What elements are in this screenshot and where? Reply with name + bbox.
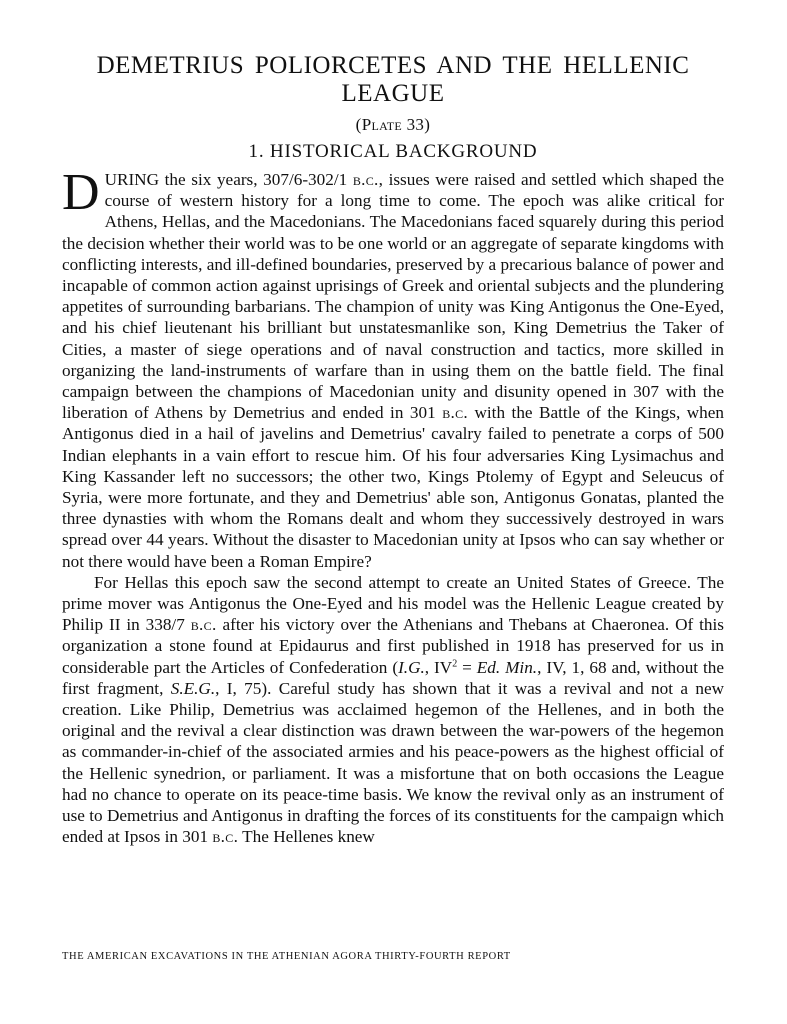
article-title: [62, 52, 724, 108]
title-line-1: DEMETRIUS POLIORCETES AND THE HELLENIC: [96, 52, 690, 79]
plate-reference: [62, 115, 724, 135]
text-span: The Hellenes knew: [238, 827, 375, 847]
article-page: [62, 52, 724, 848]
paragraph-1: [62, 164, 724, 572]
paragraph-2: [62, 572, 724, 848]
era-abbreviation: b.c.: [352, 170, 379, 189]
text-span: , issues were raised and settled which shaped the course of western history for a long time to come. The epoch was alike critical for Athens, Hellas, and the Macedonians. The Macedonians faced squarely during this period the decision whether their world was to be one world or an aggregate of separate kingdoms with conflicting interests, and ill-defined boundaries, preserved by a precarious balance of power and incapable of common action against uprisings of Greek and oriental subjects and the plundering appetites of surrounding barbarians. The champion of unity was King Antigonus the One-Eyed, and his chief lieutenant his brilliant but unstatesmanlike son, King Demetrius the Taker of Cities, a master of siege operations and of naval construction and tactics, more skilled in organizing the land-instruments of warfare than in using them on the battle field. The final campaign between the champions of Macedonian unity and disunity opened in 307 with the liberation of Athens by Demetrius and ended in 301: [62, 170, 724, 423]
text-span: , IV, 1, 68 and, without the first fragment,: [62, 657, 725, 698]
title-line-2: LEAGUE: [341, 80, 445, 107]
text-span: =: [457, 657, 477, 677]
text-span: , I, 75). Careful study has shown that it was a revival and not a new creation. Like Philip, Demetrius was acclaimed hegemon of the Hellenes, and in both the original and the revival a clear distinction was drawn between the war-powers of the hegemon as commander-in-chief of the associated armies and his peace-powers as the highest official of the Hellenic synedrion, or parliament. It was a misfortune that on both occasions the League had no chance to operate on its peace-time basis. We know the revival only as an instrument of use to Demetrius and Antigonus in drafting the forces of its constituents for the campaign which ended at Ipsos in 301: [62, 678, 724, 847]
section-heading: 1. HISTORICAL BACKGROUND: [248, 141, 538, 162]
plate-label: Plate 33: [361, 115, 425, 134]
era-abbreviation: b.c.: [190, 615, 217, 635]
era-abbreviation: b.c.: [442, 403, 468, 423]
text-span: with the Battle of the Kings, when Antigonus died in a hail of javelins and Demetrius' cavalry failed to penetrate a corps of 500 Indian elephants in a vain effort to rescue him. Of his four adversaries King Lysimachus and King Kassander left no successors; the other two, Kings Ptolemy of Egypt and Seleucus of Syria, were more fortunate, and they and Demetrius' able son, Antigonus Gonatas, planted the three dynasties with whom the Romans dealt and whom they successively destroyed in wars spread over 44 years. Without the disaster to Macedonian unity at Ipsos who can say whether or not there would have been a Roman Empire?: [62, 403, 724, 571]
page-footer: THE AMERICAN EXCAVATIONS IN THE ATHENIAN AGORA THIRTY-FOURTH REPORT: [62, 951, 511, 962]
citation-italic: S.E.G.: [170, 678, 216, 698]
citation-italic: I.G.: [398, 657, 425, 677]
text-span: , IV: [424, 657, 453, 677]
text-span: after his victory over the Athenians and Thebans at Chaeronea. Of this organization a stone found at Epidaurus and first published in 1918 has preserved for us in considerable part the Articles of Confederation (: [62, 615, 724, 677]
drop-cap: D: [62, 164, 100, 221]
era-abbreviation: b.c.: [212, 827, 239, 847]
citation-italic: Ed. Min.: [476, 657, 538, 677]
plate-close-paren: ): [424, 115, 431, 134]
text-span: For Hellas this epoch saw the second attempt to create an United States of Greece. The prime mover was Antigonus the One-Eyed and his model was the Hellenic League created by Philip II in 338/7: [62, 572, 724, 635]
plate-open-paren: (: [355, 115, 362, 134]
text-span: URING the six years, 307/6-302/1: [104, 170, 353, 189]
superscript: 2: [452, 657, 458, 669]
article-body: [62, 164, 725, 848]
